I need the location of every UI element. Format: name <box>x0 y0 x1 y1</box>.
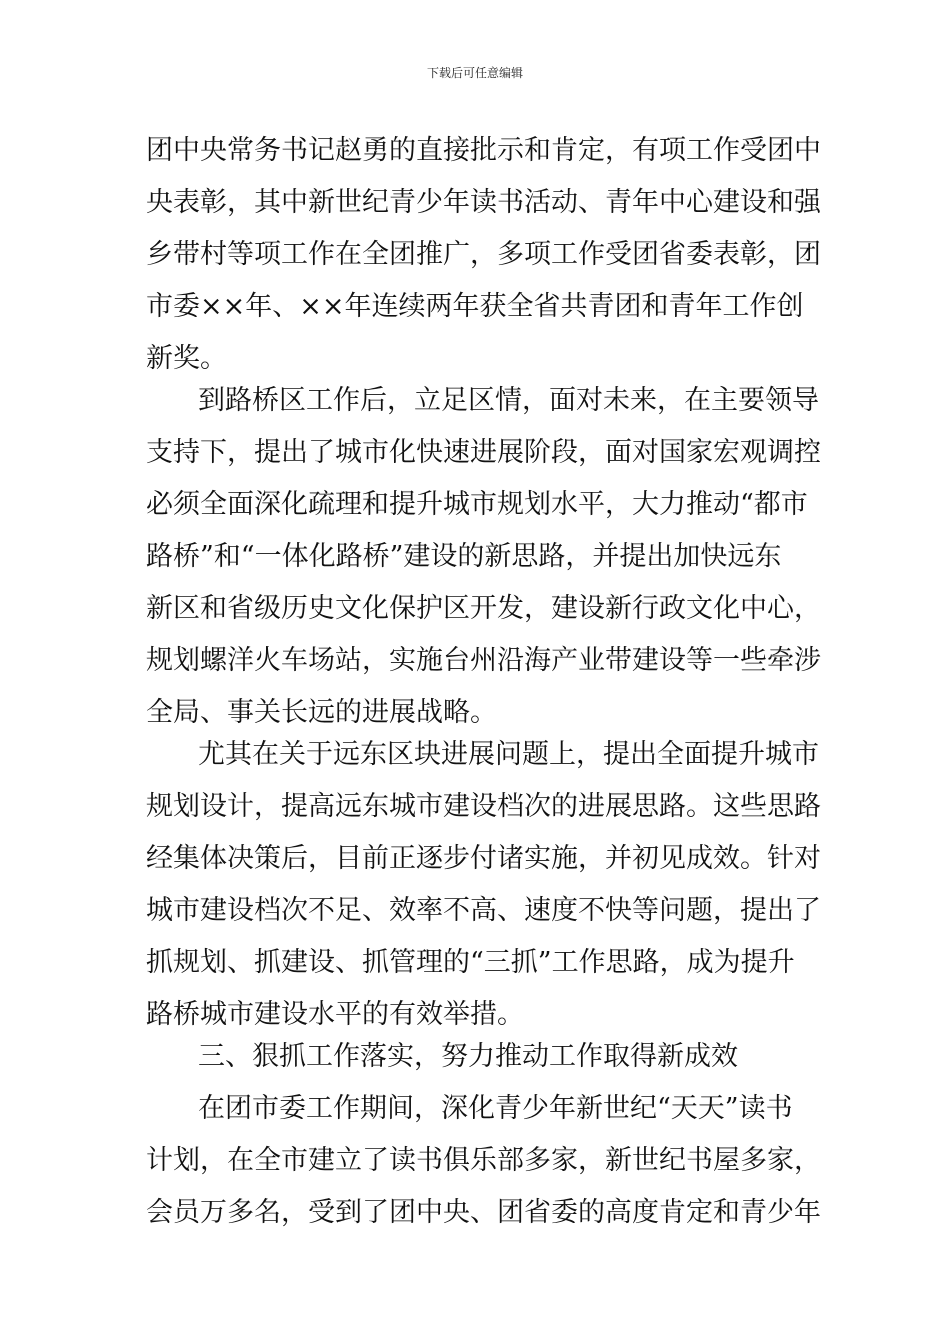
body-line: 经集体决策后，目前正逐步付诸实施，并初见成效。针对 <box>146 843 821 874</box>
section-heading: 三、狠抓工作落实，努力推动工作取得新成效 <box>198 1041 738 1072</box>
body-line: 支持下，提出了城市化快速进展阶段，面对国家宏观调控 <box>146 437 821 468</box>
paragraph-first-line: 到路桥区工作后，立足区情，面对未来，在主要领导 <box>198 385 819 416</box>
body-line: 新区和省级历史文化保护区开发，建设新行政文化中心， <box>146 593 821 624</box>
body-line: 抓规划、抓建设、抓管理的“三抓”工作思路，成为提升 <box>146 947 795 978</box>
body-line: 必须全面深化疏理和提升城市规划水平，大力推动“都市 <box>146 489 808 520</box>
body-line: 会员万多名，受到了团中央、团省委的高度肯定和青少年 <box>146 1197 821 1228</box>
body-line: 新奖。 <box>146 343 227 374</box>
paragraph-first-line: 在团市委工作期间，深化青少年新世纪“天天”读书 <box>198 1093 793 1124</box>
body-line: 乡带村等项工作在全团推广，多项工作受团省委表彰，团 <box>146 239 821 270</box>
body-line: 市委××年、××年连续两年获全省共青团和青年工作创 <box>146 291 804 322</box>
body-line: 团中央常务书记赵勇的直接批示和肯定，有项工作受团中 <box>146 135 821 166</box>
paragraph-first-line: 尤其在关于远东区块进展问题上，提出全面提升城市 <box>198 739 819 770</box>
page-header: 下载后可任意编辑 <box>426 66 523 80</box>
body-line: 规划设计，提高远东城市建设档次的进展思路。这些思路 <box>146 791 821 822</box>
body-line: 计划，在全市建立了读书俱乐部多家，新世纪书屋多家， <box>146 1145 821 1176</box>
body-line: 规划螺洋火车场站，实施台州沿海产业带建设等一些牵涉 <box>146 645 821 676</box>
body-line: 全局、事关长远的进展战略。 <box>146 697 497 728</box>
body-line: 央表彰，其中新世纪青少年读书活动、青年中心建设和强 <box>146 187 821 218</box>
body-line: 城市建设档次不足、效率不高、速度不快等问题，提出了 <box>146 895 821 926</box>
body-line: 路桥城市建设水平的有效举措。 <box>146 999 524 1030</box>
body-line: 路桥”和“一体化路桥”建设的新思路，并提出加快远东 <box>146 541 782 572</box>
